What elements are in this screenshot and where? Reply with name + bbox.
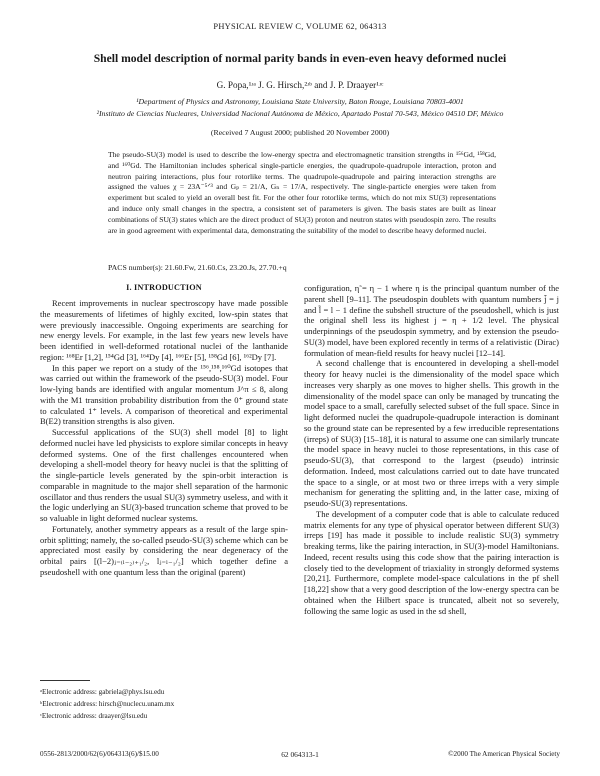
footnote-email-c: ᶜElectronic address: draayer@lsu.edu xyxy=(40,712,148,720)
abstract: The pseudo-SU(3) model is used to describe the low-energy spectra and electromagnetic transition strengths in ¹⁵⁶Gd, ¹⁵⁸Gd, and ¹⁶⁰Gd. The Hamiltonian includes spherical single-particle energies, the quadrupole-quadrupole interaction, proton and neutron pairing interactions, plus four rotorlike terms. The quadrupole-quadrupole and pairing interaction strengths are assigned the values χ = 23A⁻⁵ᐟ³ and Gₚ = 21/A, Gₙ = 17/A, respectively. The single-particle energies were taken from experiment but scaled to yield an overall best fit. For the other four rotorlike terms, which do not mix SU(3) representations and induce only small changes in the spectra, a consistent set of parameters is given. The basis states are built as linear combinations of SU(3) states which are the direct product of SU(3) proton and neutron states with pseudospin zero. The results are in good agreement with experimental data, demonstrating the suitability of the model to describe heavy deformed nuclei. xyxy=(108,150,496,235)
journal-header: PHYSICAL REVIEW C, VOLUME 62, 064313 xyxy=(213,22,387,31)
footnote-email-b: ᵇElectronic address: hirsch@nuclecu.unam.mx xyxy=(40,700,175,708)
page-number: 62 064313-1 xyxy=(281,750,319,759)
paragraph: Recent improvements in nuclear spectroscopy have made possible the measurements of lifetimes of highly excited, low-spin states that were previously inaccessible. Ongoing experiments are searching for new energy levels. For example, in the last few years new levels have been identified in well-deformed rotational nuclei of the lanthanide region: ¹⁶⁸Er [1,2], ¹⁵⁴Gd [3], ¹⁶⁴Dy [4], ¹⁶⁶Er [5], ¹⁵⁸Gd [6], ¹⁶²Dy [7]. xyxy=(40,298,288,362)
issn-code: 0556-2813/2000/62(6)/064313(6)/$15.00 xyxy=(40,750,159,758)
paragraph: A second challenge that is encountered in developing a shell-model theory for heavy nuclei is the dimensionality of the model space which increases very sharply as one moves to higher shells. This growth in the dimensionality of the model space can only be managed by truncating the model space to a small, carefully selected subset of the full space. Since in light deformed nuclei the quadrupole-quadrupole interaction is dominant so the ground state can be represented by a few irreducible representations (irreps) of SU(3) [15–18], it is natural to assume one can similarly truncate the model space in heavy nuclei to those representations, in this case of pseudo-SU(3), that correspond to the largest (pseudo) intrinsic deformation. Indeed, most calculations carried out to date have truncated the space to a single, or at most two or three irreps with a very simple mechanism for generating the splitting and, in the latter case, mixing of pseudo-SU(3) representations. xyxy=(304,358,559,508)
affiliation-2: ²Instituto de Ciencias Nucleares, Universidad Nacional Autónoma de México, Apartado Postal 70-543, México 04510 DF, México xyxy=(96,109,504,118)
paragraph: Successful applications of the SU(3) shell model [8] to light deformed nuclei have led physicists to explore similar concepts in heavy deformed systems. One of the first challenges encountered when developing a shell-model theory for heavy nuclei is that the splitting of the single-particle levels generated by the spin-orbit interaction is comparable in magnitude to the major shell separation of the harmonic oscillator and thus renders the usual SU(3) symmetry useless, and with it the logic underlying an SU(3)-based truncation scheme that proved to be so valuable in light deformed nuclear systems. xyxy=(40,427,288,523)
footnote-rule xyxy=(40,680,90,681)
received-date: (Received 7 August 2000; published 20 November 2000) xyxy=(210,128,390,137)
paragraph: In this paper we report on a study of the ¹⁵⁶,¹⁵⁸,¹⁶⁰Gd isotopes that was carried out within the framework of the pseudo-SU(3) model. Four low-lying bands are identified with angular momentum J^π ≤ 8, along with the M1 transition probability distribution from the 0⁺ ground state to calculated 1⁺ levels. A comparison of theoretical and experimental B(E2) transition strengths is also given. xyxy=(40,362,288,427)
copyright: ©2000 The American Physical Society xyxy=(448,750,560,758)
paragraph: configuration, η̃ = η − 1 where η is the principal quantum number of the parent shell [9–11]. The pseudospin doublets with quantum numbers j̃ = j and l̃ = l − 1 define the subshell structure of the pseudoshell, which is just the original shell less its highest j = η + 1/2 level. The physical underpinnings of the pseudospin symmetry, and by extension the pseudo-SU(3) model, have been explored recently in terms of a relativistic (Dirac) formulation of mean-field results for heavy nuclei [12–14]. xyxy=(304,283,559,358)
left-column xyxy=(40,298,288,578)
footnote-email-a: ᵃElectronic address: gabriela@phys.lsu.edu xyxy=(40,688,165,696)
section-heading: I. INTRODUCTION xyxy=(126,283,202,292)
author-list: G. Popa,¹ʴᵃ J. G. Hirsch,²ʴᵇ and J. P. Draayer¹ʴᶜ xyxy=(216,80,384,90)
affiliation-1: ¹Department of Physics and Astronomy, Louisiana State University, Baton Rouge, Louisiana 70803-4001 xyxy=(136,97,464,106)
right-column xyxy=(304,283,559,616)
paper-title: Shell model description of normal parity bands in even-even heavy deformed nuclei xyxy=(93,52,507,65)
pacs-numbers: PACS number(s): 21.60.Fw, 21.60.Cs, 23.20.Js, 27.70.+q xyxy=(108,263,287,272)
paragraph: The development of a computer code that is able to calculate reduced matrix elements for any type of physical operator between different SU(3) irreps [19] has made it possible to include realistic SU(3) symmetry breaking terms, like the pairing interaction, in SU(3)-model Hamiltonians. Indeed, recent results using this code show that the pairing interaction is closely tied to the development of triaxiality in strongly deformed systems [20,21]. Furthermore, complete model-space calculations in the pf shell [18,22] show that a very good description of the low-energy spectra can be obtained when the Hilbert space is truncated, albeit not so severely, following the same logic as used in the sd shell, xyxy=(304,508,559,616)
paragraph: Fortunately, another symmetry appears as a result of the large spin-orbit splitting; namely, the so-called pseudo-SU(3) scheme which can be appreciated most easily by considering the near degeneracy of the orbital pairs [(l−2)ⱼ₌₍ₗ₋₂₎₊₁/₂, lⱼ₌ₗ₋₁/₂] which together define a pseudoshell with one quantum less than the original (parent) xyxy=(40,523,288,577)
